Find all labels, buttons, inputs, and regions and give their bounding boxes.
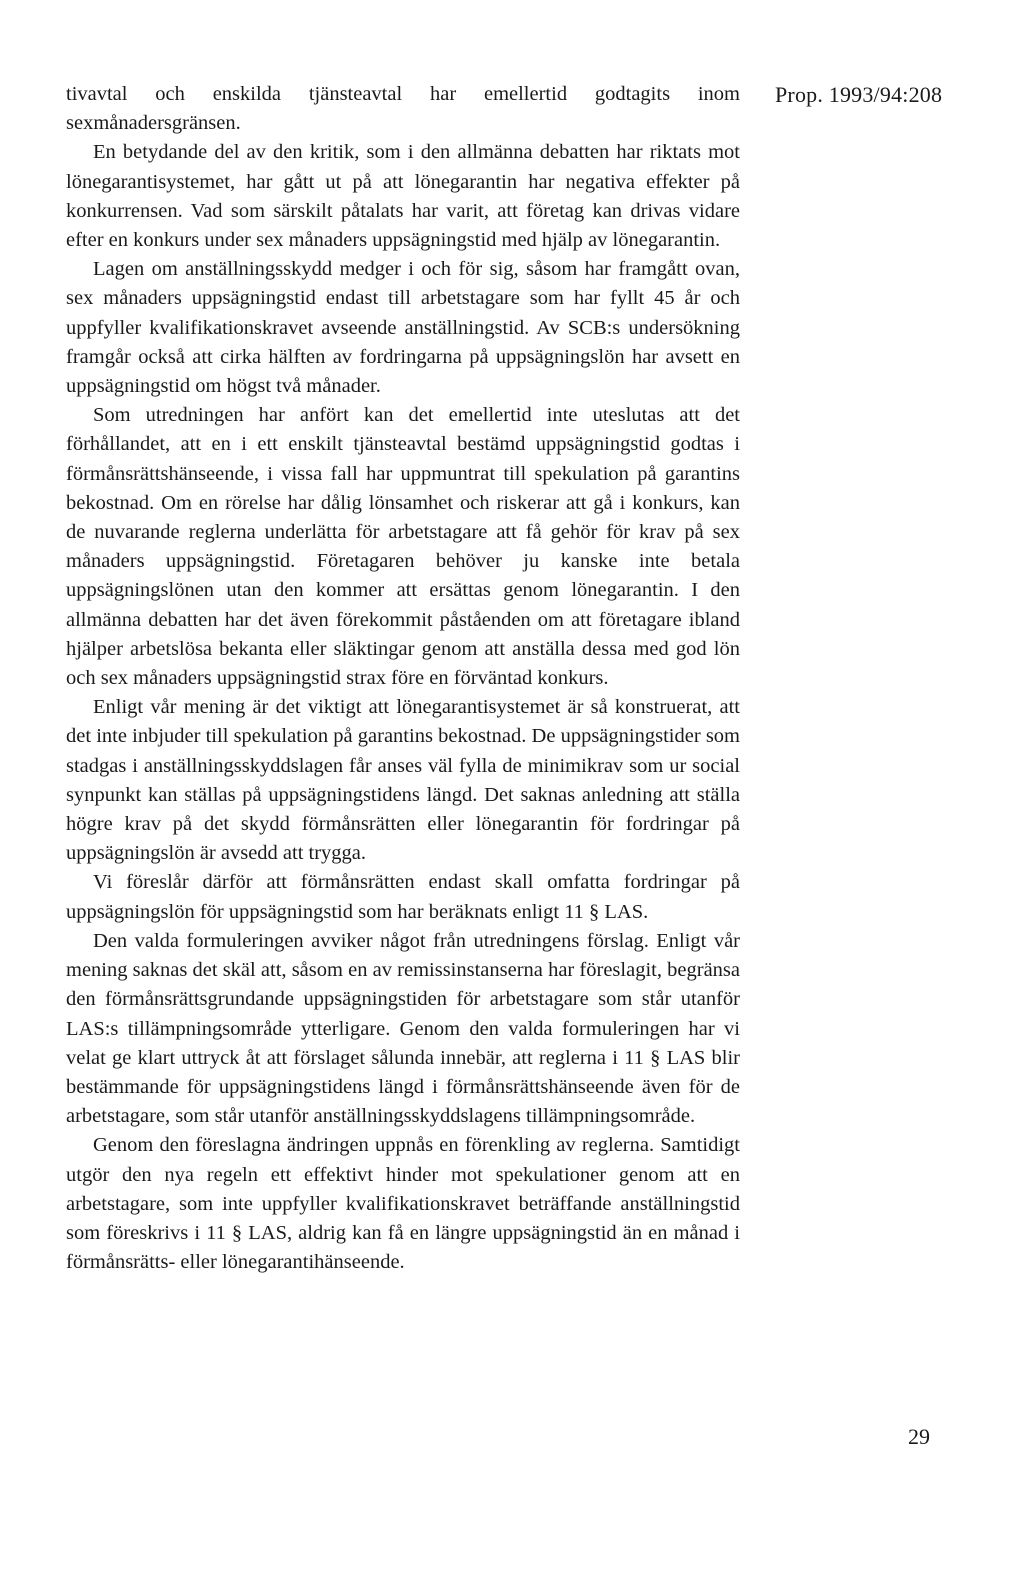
paragraph-6: Vi föreslår därför att förmånsrätten endast skall omfatta fordringar på uppsägningslön för uppsägningstid som har beräknats enligt 11 § LAS. [66,871,740,923]
page-number: 29 [908,1424,930,1449]
publication-reference: Prop. 1993/94:208 [775,82,943,107]
body-text [66,80,740,1277]
paragraph-3: Lagen om anställningsskydd medger i och för sig, såsom har framgått ovan, sex månaders uppsägningstid endast till arbetstagare som har fyllt 45 år och uppfyller kvalifikationskravet avseende anställningstid. Av SCB:s undersökning framgår också att cirka hälften av fordringarna på uppsägningslön har avsett en uppsägningstid om högst två månader. [66,258,740,398]
paragraph-5: Enligt vår mening är det viktigt att lönegarantisystemet är så konstruerat, att det inte inbjuder till spekulation på garantins bekostnad. De uppsägningstider som stadgas i anställningsskyddslagen får anses väl fylla de minimikrav som ur social synpunkt kan ställas på uppsägningstidens längd. Det saknas anledning att ställa högre krav på det skydd förmånsrätten eller lönegarantin för fordringar på uppsägningslön är avsedd att trygga. [66,696,740,865]
paragraph-2: En betydande del av den kritik, som i den allmänna debatten har riktats mot lönegarantisystemet, har gått ut på att lönegarantin har negativa effekter på konkurrensen. Vad som särskilt påtalats har varit, att företag kan drivas vidare efter en konkurs under sex månaders uppsägningstid med hjälp av lönegarantin. [66,141,740,252]
paragraph-4: Som utredningen har anfört kan det emellertid inte uteslutas att det förhållandet, att en i ett enskilt tjänsteavtal bestämd uppsägningstid godtas i förmånsrättshänseende, i vissa fall har uppmuntrat till spekulation på garantins bekostnad. Om en rörelse har dålig lönsamhet och riskerar att gå i konkurs, kan de nuvarande reglerna underlätta för arbetstagare att få gehör för krav på sex månaders uppsägningstid. Företagaren behöver ju kanske inte betala uppsägningslönen utan den kommer att ersättas genom lönegarantin. I den allmänna debatten har det även förekommit påståenden om att företagare ibland hjälper arbetslösa bekanta eller släktingar genom att anställa dessa med god lön och sex månaders uppsägningstid strax före en förväntad konkurs. [66,404,740,690]
paragraph-1: tivavtal och enskilda tjänsteavtal har emellertid godtagits inom sexmånadersgränsen. [66,83,740,135]
paragraph-8: Genom den föreslagna ändringen uppnås en förenkling av reglerna. Samtidigt utgör den nya regeln ett effektivt hinder mot spekulationer genom att en arbetstagare, som inte uppfyller kvalifikationskravet beträffande anställningstid som föreskrivs i 11 § LAS, aldrig kan få en längre uppsägningstid än en månad i förmånsrätts- eller lönegarantihänseende. [66,1134,740,1274]
paragraph-7: Den valda formuleringen avviker något från utredningens förslag. Enligt vår mening saknas det skäl att, såsom en av remissinstanserna har föreslagit, begränsa den förmånsrättsgrundande uppsägningstiden för arbetstagare som står utanför LAS:s tillämpningsområde ytterligare. Genom den valda formuleringen har vi velat ge klart uttryck åt att förslaget sålunda innebär, att reglerna i 11 § LAS blir bestämmande för uppsägningstidens längd i förmånsrättshänseende även för de arbetstagare, som står utanför anställningsskyddslagens tillämpningsområde. [66,929,740,1128]
